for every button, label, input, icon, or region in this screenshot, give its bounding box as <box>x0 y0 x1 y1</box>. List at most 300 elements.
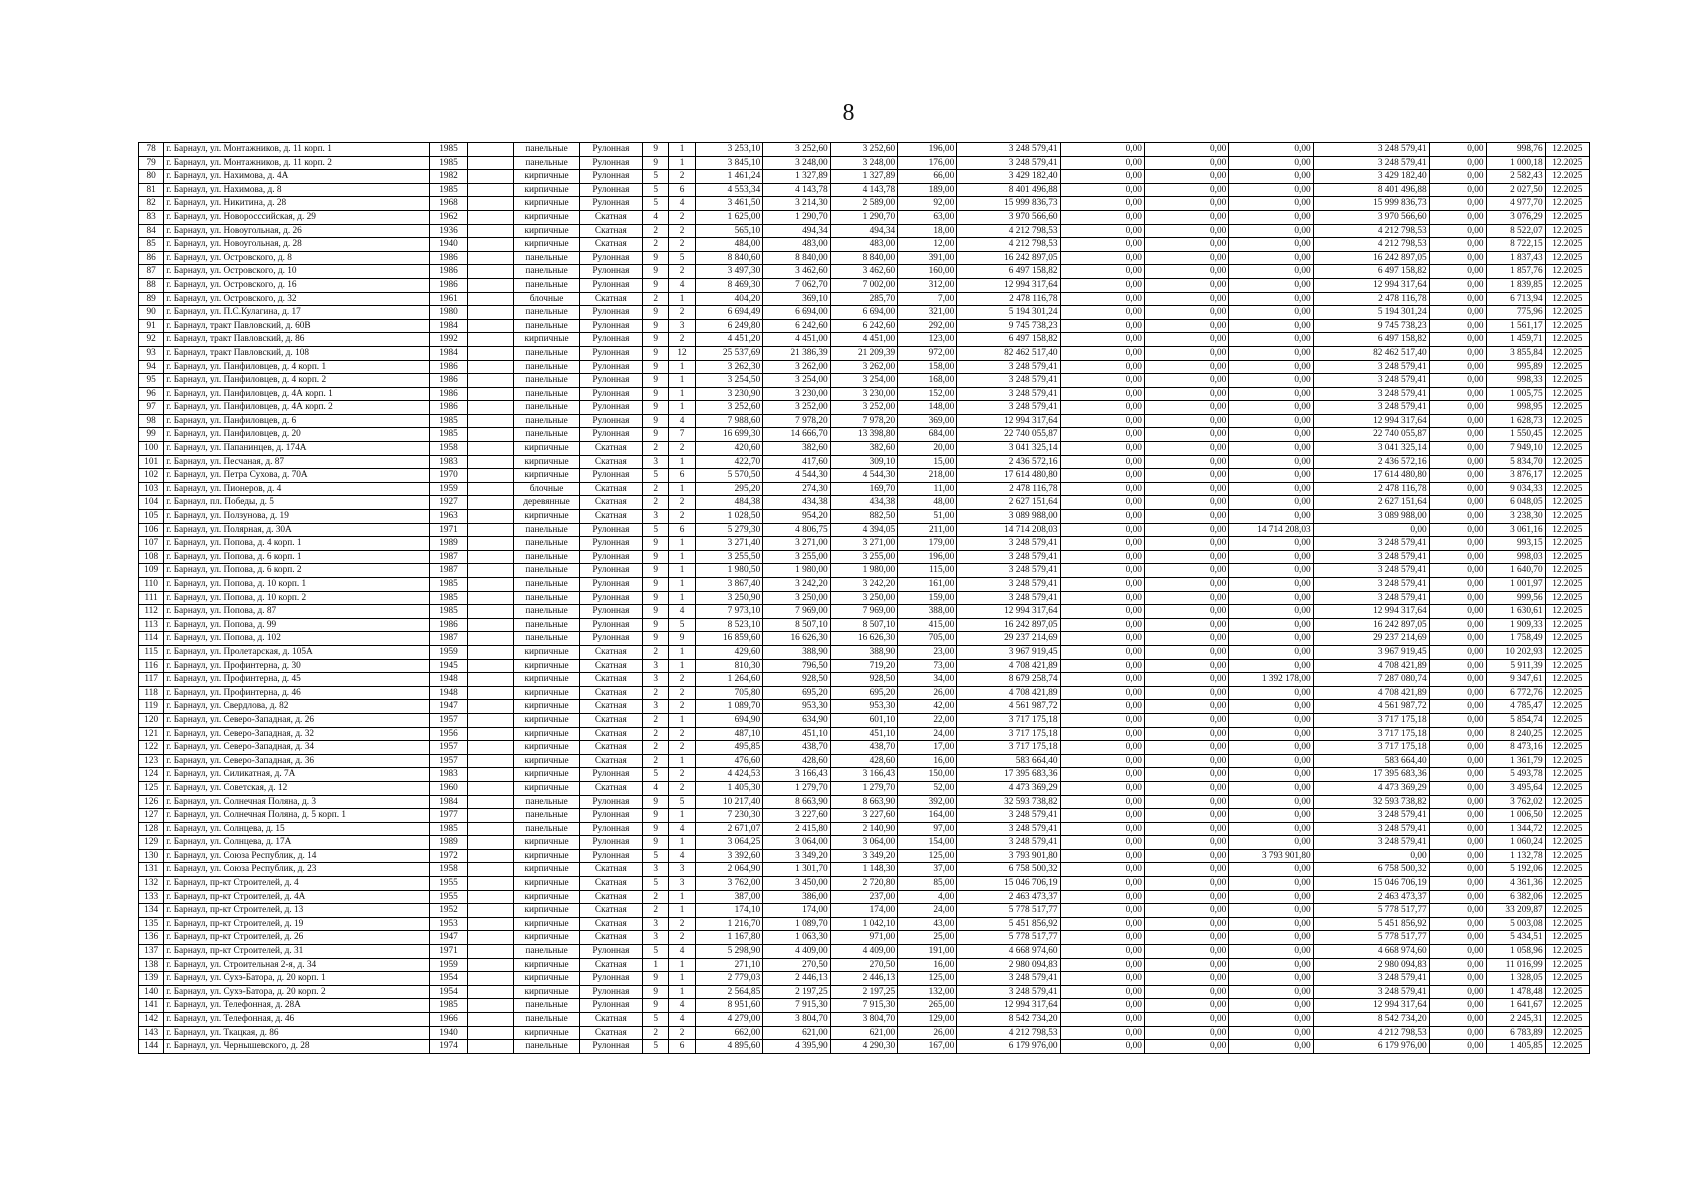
table-cell: 115 <box>139 645 164 659</box>
table-cell: 12.2025 <box>1545 673 1589 687</box>
table-cell: 2 064,90 <box>695 863 762 877</box>
table-cell: 159,00 <box>898 591 957 605</box>
table-cell: 1 <box>669 401 695 415</box>
table-cell: 6 713,94 <box>1486 292 1545 306</box>
table-row <box>139 265 1590 279</box>
table-cell: 16,00 <box>898 754 957 768</box>
table-cell: 0,00 <box>1060 985 1144 999</box>
table-cell: 3 248 579,41 <box>1313 822 1429 836</box>
table-cell: 12.2025 <box>1545 414 1589 428</box>
table-cell: 12.2025 <box>1545 972 1589 986</box>
table-row <box>139 170 1590 184</box>
table-cell: 0,00 <box>1229 496 1313 510</box>
table-cell: 9 <box>643 999 669 1013</box>
table-cell: 4 <box>643 781 669 795</box>
table-cell: 16,00 <box>898 958 957 972</box>
table-cell: 565,10 <box>695 224 762 238</box>
table-cell: кирпичные <box>514 727 579 741</box>
table-cell: 12.2025 <box>1545 1013 1589 1027</box>
table-cell: 2 671,07 <box>695 822 762 836</box>
table-cell: 4 394,05 <box>830 523 897 537</box>
table-cell: 0,00 <box>1429 469 1486 483</box>
table-cell: 6 179 976,00 <box>957 1040 1060 1054</box>
table-cell <box>467 523 513 537</box>
table-cell: 12.2025 <box>1545 469 1589 483</box>
table-cell: 1986 <box>430 618 468 632</box>
table-cell: кирпичные <box>514 1026 579 1040</box>
table-cell: 154,00 <box>898 836 957 850</box>
table-cell: 3 041 325,14 <box>1313 442 1429 456</box>
table-cell: 0,00 <box>1060 278 1144 292</box>
table-cell: 999,56 <box>1486 591 1545 605</box>
table-cell: 417,60 <box>763 455 830 469</box>
table-row <box>139 795 1590 809</box>
table-cell: 0,00 <box>1429 210 1486 224</box>
table-cell: 51,00 <box>898 510 957 524</box>
table-cell: 0,00 <box>1060 210 1144 224</box>
table-cell: панельные <box>514 143 579 157</box>
table-cell: 5 451 856,92 <box>957 917 1060 931</box>
table-cell: 4 <box>669 1013 695 1027</box>
table-cell: 4 <box>669 197 695 211</box>
table-cell: 7 062,70 <box>763 278 830 292</box>
table-cell: 0,00 <box>1229 931 1313 945</box>
table-cell: 0,00 <box>1229 346 1313 360</box>
table-cell: 12 994 317,64 <box>957 999 1060 1013</box>
table-body <box>139 143 1590 1054</box>
table-cell: панельные <box>514 360 579 374</box>
table-cell: 3 970 566,60 <box>957 210 1060 224</box>
table-cell: 2 <box>643 238 669 252</box>
table-cell: 1945 <box>430 659 468 673</box>
table-cell: г. Барнаул, ул. Панфиловцев, д. 4 корп. 1 <box>164 360 430 374</box>
table-cell: 0,00 <box>1229 754 1313 768</box>
table-cell: 3 166,43 <box>763 768 830 782</box>
table-cell: 9 <box>643 143 669 157</box>
table-cell: 2 <box>669 768 695 782</box>
table-cell: 422,70 <box>695 455 762 469</box>
table-cell: 0,00 <box>1229 197 1313 211</box>
table-cell <box>467 550 513 564</box>
table-cell: 3 254,00 <box>830 374 897 388</box>
table-cell <box>467 360 513 374</box>
table-cell <box>467 428 513 442</box>
table-cell: г. Барнаул, ул. Союза Республик, д. 23 <box>164 863 430 877</box>
table-cell: 9 745 738,23 <box>1313 319 1429 333</box>
table-cell: 3 250,90 <box>695 591 762 605</box>
table-cell: г. Барнаул, ул. Песчаная, д. 87 <box>164 455 430 469</box>
table-cell: г. Барнаул, ул. Телефонная, д. 46 <box>164 1013 430 1027</box>
table-cell <box>467 700 513 714</box>
table-cell: 3 248 579,41 <box>1313 972 1429 986</box>
table-cell: 1 327,89 <box>830 170 897 184</box>
table-cell: 107 <box>139 537 164 551</box>
table-cell: 3 <box>643 700 669 714</box>
table-cell: 3 248 579,41 <box>957 985 1060 999</box>
table-cell: деревянные <box>514 496 579 510</box>
table-cell: 125,00 <box>898 972 957 986</box>
table-cell: 0,00 <box>1144 645 1228 659</box>
table-cell: 0,00 <box>1429 278 1486 292</box>
table-cell <box>467 917 513 931</box>
table-cell: 12.2025 <box>1545 795 1589 809</box>
table-cell: 429,60 <box>695 645 762 659</box>
table-cell: 3 248 579,41 <box>1313 374 1429 388</box>
table-cell: 0,00 <box>1229 863 1313 877</box>
table-cell: 0,00 <box>1144 741 1228 755</box>
table-cell: 1 980,50 <box>695 564 762 578</box>
table-row <box>139 985 1590 999</box>
table-cell: панельные <box>514 278 579 292</box>
table-cell: 6 783,89 <box>1486 1026 1545 1040</box>
table-cell: 1987 <box>430 564 468 578</box>
table-row <box>139 510 1590 524</box>
table-cell: Рулонная <box>579 972 642 986</box>
table-cell: 1989 <box>430 836 468 850</box>
table-cell: 12.2025 <box>1545 809 1589 823</box>
table-cell <box>467 387 513 401</box>
table-cell: Рулонная <box>579 537 642 551</box>
table-cell: 0,00 <box>1144 945 1228 959</box>
table-cell: 998,03 <box>1486 550 1545 564</box>
table-cell: 484,00 <box>695 238 762 252</box>
table-cell <box>467 346 513 360</box>
table-cell: 3 248 579,41 <box>957 972 1060 986</box>
table-cell: панельные <box>514 605 579 619</box>
table-cell: Скатная <box>579 741 642 755</box>
table-cell: 5 <box>643 1013 669 1027</box>
table-cell: 83 <box>139 210 164 224</box>
table-cell: 694,90 <box>695 713 762 727</box>
table-cell: 2 <box>669 917 695 931</box>
table-cell: 1989 <box>430 537 468 551</box>
table-cell: 1 058,96 <box>1486 945 1545 959</box>
table-cell: 1 <box>669 578 695 592</box>
table-cell: 3 248 579,41 <box>957 550 1060 564</box>
table-cell: 1958 <box>430 442 468 456</box>
table-cell: Рулонная <box>579 170 642 184</box>
table-cell: 0,00 <box>1229 781 1313 795</box>
table-cell: г. Барнаул, ул. Островского, д. 10 <box>164 265 430 279</box>
table-cell: 1 <box>669 156 695 170</box>
table-cell: 0,00 <box>1229 591 1313 605</box>
table-cell: 12.2025 <box>1545 238 1589 252</box>
table-cell: 3 248 579,41 <box>1313 401 1429 415</box>
table-cell: 1987 <box>430 550 468 564</box>
table-row <box>139 251 1590 265</box>
table-cell: 6 772,76 <box>1486 686 1545 700</box>
table-cell: 1986 <box>430 401 468 415</box>
table-cell: 998,95 <box>1486 401 1545 415</box>
table-cell: 0,00 <box>1144 414 1228 428</box>
table-cell: 12.2025 <box>1545 183 1589 197</box>
table-cell: 15 999 836,73 <box>1313 197 1429 211</box>
table-cell: 101 <box>139 455 164 469</box>
table-cell: 0,00 <box>1144 428 1228 442</box>
table-cell: 3 271,00 <box>830 537 897 551</box>
table-cell: 9 <box>643 265 669 279</box>
table-cell: 125 <box>139 781 164 795</box>
table-cell: 3 252,60 <box>830 143 897 157</box>
table-cell: панельные <box>514 1013 579 1027</box>
table-cell: 5 <box>643 849 669 863</box>
table-cell: панельные <box>514 401 579 415</box>
table-cell <box>467 292 513 306</box>
table-cell: г. Барнаул, ул. Ползунова, д. 19 <box>164 510 430 524</box>
table-cell: Скатная <box>579 1013 642 1027</box>
table-cell: Рулонная <box>579 306 642 320</box>
table-cell: 4 668 974,60 <box>957 945 1060 959</box>
table-cell: 0,00 <box>1060 564 1144 578</box>
table-cell: 0,00 <box>1144 537 1228 551</box>
table-cell: 4 <box>669 414 695 428</box>
table-cell: 0,00 <box>1229 741 1313 755</box>
table-cell: 0,00 <box>1144 917 1228 931</box>
table-cell: 0,00 <box>1429 224 1486 238</box>
table-cell: 2 <box>669 265 695 279</box>
table-row <box>139 374 1590 388</box>
table-cell: 2 463 473,37 <box>957 890 1060 904</box>
table-cell: 0,00 <box>1060 999 1144 1013</box>
table-cell: 3 804,70 <box>830 1013 897 1027</box>
table-cell: Скатная <box>579 210 642 224</box>
table-cell: 117 <box>139 673 164 687</box>
table-cell: 26,00 <box>898 1026 957 1040</box>
table-cell: 0,00 <box>1429 482 1486 496</box>
table-cell: Рулонная <box>579 578 642 592</box>
table-cell: 3 252,00 <box>763 401 830 415</box>
table-cell: 12.2025 <box>1545 550 1589 564</box>
table-cell: 3 064,00 <box>763 836 830 850</box>
table-cell <box>467 333 513 347</box>
table-cell: 1980 <box>430 306 468 320</box>
table-cell: г. Барнаул, ул. Пионеров, д. 4 <box>164 482 430 496</box>
table-cell: 5 <box>643 197 669 211</box>
table-cell: 0,00 <box>1060 346 1144 360</box>
table-cell: 115,00 <box>898 564 957 578</box>
table-cell: 12.2025 <box>1545 210 1589 224</box>
table-cell: 0,00 <box>1144 578 1228 592</box>
table-cell: 0,00 <box>1229 510 1313 524</box>
table-cell: 1983 <box>430 455 468 469</box>
table-cell: 0,00 <box>1229 156 1313 170</box>
table-cell: 0,00 <box>1229 659 1313 673</box>
table-cell: 428,60 <box>830 754 897 768</box>
table-cell: 100 <box>139 442 164 456</box>
table-cell: 1970 <box>430 469 468 483</box>
table-cell: 3 248 579,41 <box>1313 836 1429 850</box>
table-cell: панельные <box>514 156 579 170</box>
table-cell: г. Барнаул, ул. Монтажников, д. 11 корп. 1 <box>164 143 430 157</box>
table-cell <box>467 931 513 945</box>
table-cell: 4 143,78 <box>830 183 897 197</box>
table-cell: 88 <box>139 278 164 292</box>
table-cell: 321,00 <box>898 306 957 320</box>
table-cell: Скатная <box>579 686 642 700</box>
table-cell: 5 <box>643 469 669 483</box>
table-cell: 3 248 579,41 <box>957 809 1060 823</box>
table-cell: 2 463 473,37 <box>1313 890 1429 904</box>
table-row <box>139 414 1590 428</box>
table-cell: 112 <box>139 605 164 619</box>
table-cell: 0,00 <box>1060 374 1144 388</box>
table-cell: 0,00 <box>1144 265 1228 279</box>
table-cell: 1 625,00 <box>695 210 762 224</box>
table-cell: 6 694,49 <box>695 306 762 320</box>
table-cell: 2 <box>669 442 695 456</box>
table-cell: 8 663,90 <box>830 795 897 809</box>
table-cell: 928,50 <box>763 673 830 687</box>
table-cell: Скатная <box>579 781 642 795</box>
table-cell: 5 192,06 <box>1486 863 1545 877</box>
table-cell: 1 042,10 <box>830 917 897 931</box>
table-cell: 4 561 987,72 <box>1313 700 1429 714</box>
table-cell: 129,00 <box>898 1013 957 1027</box>
table-cell: 3 248 579,41 <box>1313 537 1429 551</box>
table-cell: 3 762,00 <box>695 877 762 891</box>
table-cell <box>467 455 513 469</box>
table-cell: 1953 <box>430 917 468 931</box>
table-cell: 5 570,50 <box>695 469 762 483</box>
table-cell: 1 167,80 <box>695 931 762 945</box>
table-cell: 105 <box>139 510 164 524</box>
table-cell: г. Барнаул, ул. Профинтерна, д. 30 <box>164 659 430 673</box>
table-cell: Скатная <box>579 238 642 252</box>
table-cell: 391,00 <box>898 251 957 265</box>
table-cell: 17 614 480,80 <box>1313 469 1429 483</box>
table-cell: Рулонная <box>579 809 642 823</box>
table-cell: г. Барнаул, пл. Победы, д. 5 <box>164 496 430 510</box>
table-cell: 14 666,70 <box>763 428 830 442</box>
table-cell: 12.2025 <box>1545 645 1589 659</box>
table-cell: 3 845,10 <box>695 156 762 170</box>
table-cell: 3 248 579,41 <box>957 578 1060 592</box>
table-cell: 32 593 738,82 <box>957 795 1060 809</box>
table-cell: панельные <box>514 374 579 388</box>
table-cell: 0,00 <box>1429 877 1486 891</box>
table-cell: 237,00 <box>830 890 897 904</box>
table-cell: 0,00 <box>1144 700 1228 714</box>
table-cell: 0,00 <box>1060 1013 1144 1027</box>
table-row <box>139 442 1590 456</box>
table-cell: 5 778 517,77 <box>1313 931 1429 945</box>
table-cell: 3 248 579,41 <box>957 591 1060 605</box>
table-cell: 0,00 <box>1429 183 1486 197</box>
table-cell: Рулонная <box>579 197 642 211</box>
table-cell: 0,00 <box>1229 700 1313 714</box>
table-cell: 5 298,90 <box>695 945 762 959</box>
table-cell: 0,00 <box>1060 482 1144 496</box>
table-row <box>139 523 1590 537</box>
table-cell: 993,15 <box>1486 537 1545 551</box>
table-cell: Скатная <box>579 754 642 768</box>
table-cell: 3 392,60 <box>695 849 762 863</box>
table-cell: г. Барнаул, ул. Попова, д. 6 корп. 2 <box>164 564 430 578</box>
table-cell: 4 279,00 <box>695 1013 762 1027</box>
table-cell: 0,00 <box>1060 265 1144 279</box>
table-cell: 2 627 151,64 <box>957 496 1060 510</box>
table-cell: 6 242,60 <box>763 319 830 333</box>
table-cell: 3 250,00 <box>763 591 830 605</box>
table-cell: 5 <box>643 523 669 537</box>
table-cell: г. Барнаул, ул. Островского, д. 32 <box>164 292 430 306</box>
table-cell: 4 212 798,53 <box>957 1026 1060 1040</box>
table-cell: Скатная <box>579 496 642 510</box>
table-cell: кирпичные <box>514 700 579 714</box>
table-cell: 2 <box>669 781 695 795</box>
table-cell: панельные <box>514 809 579 823</box>
table-cell: 0,00 <box>1429 713 1486 727</box>
table-row <box>139 917 1590 931</box>
table-cell: 0,00 <box>1144 781 1228 795</box>
table-cell: 4 561 987,72 <box>957 700 1060 714</box>
table-cell: 1986 <box>430 265 468 279</box>
table-cell: 92,00 <box>898 197 957 211</box>
table-cell: 12.2025 <box>1545 727 1589 741</box>
table-cell: 2 <box>643 442 669 456</box>
table-cell: 0,00 <box>1229 442 1313 456</box>
table-cell: 2 <box>669 170 695 184</box>
table-cell: 99 <box>139 428 164 442</box>
table-cell: 0,00 <box>1229 1013 1313 1027</box>
table-cell: 5 451 856,92 <box>1313 917 1429 931</box>
table-cell: 0,00 <box>1144 224 1228 238</box>
table-cell: 0,00 <box>1060 537 1144 551</box>
table-cell: 0,00 <box>1060 795 1144 809</box>
table-cell: 583 664,40 <box>957 754 1060 768</box>
table-cell: 1956 <box>430 727 468 741</box>
table-cell: 9 <box>643 564 669 578</box>
table-cell: 3 <box>643 659 669 673</box>
table-cell: 1948 <box>430 673 468 687</box>
table-cell: Рулонная <box>579 632 642 646</box>
table-cell: панельные <box>514 428 579 442</box>
table-cell: 122 <box>139 741 164 755</box>
table-cell: панельные <box>514 632 579 646</box>
table-cell: 1 <box>669 550 695 564</box>
table-cell: 12.2025 <box>1545 278 1589 292</box>
table-cell: 4 143,78 <box>763 183 830 197</box>
table-cell: Скатная <box>579 863 642 877</box>
table-cell: 4 212 798,53 <box>1313 1026 1429 1040</box>
table-cell: 152,00 <box>898 387 957 401</box>
table-cell: 134 <box>139 904 164 918</box>
table-cell: 1985 <box>430 183 468 197</box>
table-cell: Скатная <box>579 673 642 687</box>
table-cell: кирпичные <box>514 510 579 524</box>
table-cell: 3 262,00 <box>763 360 830 374</box>
table-cell: 1 640,70 <box>1486 564 1545 578</box>
table-cell: 4 451,00 <box>763 333 830 347</box>
table-cell: 16 242 897,05 <box>957 618 1060 632</box>
table-cell: 3 793 901,80 <box>1229 849 1313 863</box>
table-cell: 3 462,60 <box>830 265 897 279</box>
table-cell: 0,00 <box>1429 985 1486 999</box>
table-cell <box>467 958 513 972</box>
table-cell: г. Барнаул, пр-кт Строителей, д. 4 <box>164 877 430 891</box>
table-cell: 87 <box>139 265 164 279</box>
table-cell: 3 717 175,18 <box>957 741 1060 755</box>
table-cell: 12 <box>669 346 695 360</box>
table-cell: панельные <box>514 306 579 320</box>
table-cell: 0,00 <box>1429 686 1486 700</box>
table-cell: 1 <box>669 387 695 401</box>
table-cell: 0,00 <box>1144 795 1228 809</box>
table-cell: Скатная <box>579 482 642 496</box>
table-cell: Скатная <box>579 700 642 714</box>
table-cell: г. Барнаул, ул. Профинтерна, д. 46 <box>164 686 430 700</box>
table-cell: 16 242 897,05 <box>1313 618 1429 632</box>
